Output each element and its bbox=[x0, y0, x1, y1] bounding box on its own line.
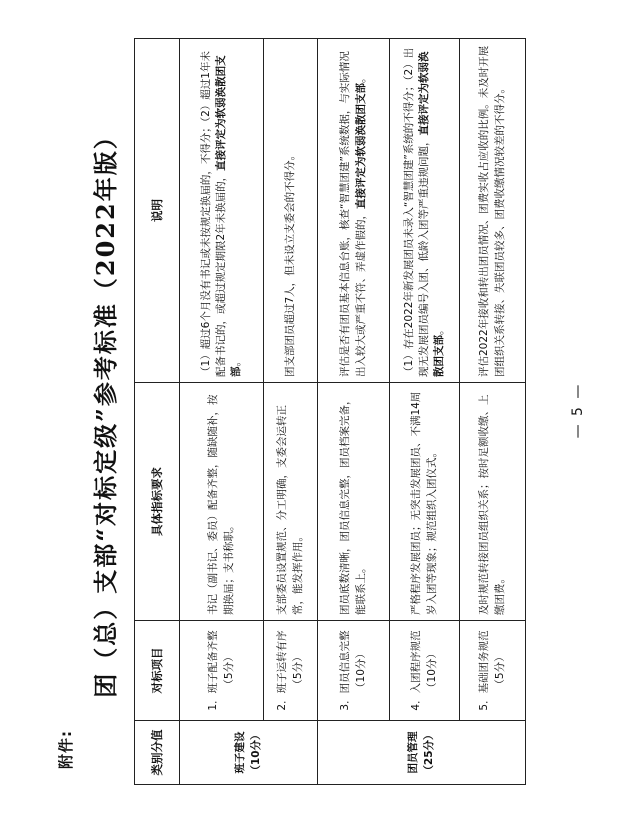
item-name: 5．基础团务规范 bbox=[478, 630, 491, 711]
description-emphasis: 直接评定为软弱涣散团支部 bbox=[214, 55, 243, 377]
description-end: 。 bbox=[230, 356, 243, 367]
header-item: 对标项目 bbox=[135, 621, 180, 721]
description-text: 团支部团员超过7人，但未设立支委会的不得分。 bbox=[283, 149, 296, 377]
page-number: — 5 — bbox=[570, 382, 586, 439]
description-end: 。 bbox=[433, 324, 446, 335]
description-text: 评估2022年接收和转出团员情况、团费实收占应收的比例。未及时开展团组织关系转接、失联团员较多、团费收缴情况较差的不得分。 bbox=[478, 45, 506, 377]
header-description: 说明 bbox=[135, 39, 180, 383]
standards-table bbox=[134, 38, 526, 785]
header-requirement: 具体指标要求 bbox=[135, 383, 180, 621]
requirement-cell: 及时规范转接团员组织关系；按时足额收缴、上缴团费。 bbox=[460, 383, 526, 621]
item-score: （10分） bbox=[354, 648, 367, 693]
category-score: （25分） bbox=[422, 729, 435, 776]
item-name: 4．入团程序规范 bbox=[410, 630, 423, 711]
item-score: （5分） bbox=[222, 651, 235, 690]
category-cell bbox=[318, 721, 526, 785]
description-text: （1）存在2022年新发展团员未录入“智慧团建”系统的不得分；（2）出现无发展团员编号入团、低龄入团等严重违规问题， bbox=[402, 47, 430, 377]
page-title: 团（总）支部“对标定级”参考标准（2022年版） bbox=[91, 123, 120, 698]
category-score: （10分） bbox=[249, 729, 262, 776]
table-row bbox=[264, 39, 318, 785]
description-cell bbox=[390, 39, 460, 383]
item-cell bbox=[460, 621, 526, 721]
item-name: 3．团员信息完整 bbox=[339, 630, 352, 711]
table-row bbox=[180, 39, 264, 785]
item-cell bbox=[180, 621, 264, 721]
item-score: （10分） bbox=[425, 648, 438, 693]
table-header-row bbox=[135, 39, 180, 785]
table-row bbox=[390, 39, 460, 785]
category-name: 团员管理 bbox=[407, 731, 420, 774]
description-cell bbox=[318, 39, 390, 383]
item-cell bbox=[390, 621, 460, 721]
category-cell bbox=[180, 721, 318, 785]
table-row bbox=[460, 39, 526, 785]
attachment-label: 附件: bbox=[57, 730, 75, 769]
description-cell bbox=[264, 39, 318, 383]
item-cell bbox=[318, 621, 390, 721]
requirement-cell: 团员底数清晰，团员信息完整，团员档案完备，能联系上。 bbox=[318, 383, 390, 621]
description-emphasis: 直接评定为软弱涣散团支部 bbox=[417, 51, 446, 377]
description-emphasis: 直接评定为软弱涣散团支部 bbox=[354, 83, 367, 209]
description-cell bbox=[460, 39, 526, 383]
item-name: 1．班子配备齐整 bbox=[207, 630, 220, 711]
requirement-cell: 严格程序发展团员；无突击发展团员、不满14周岁入团等现象；规范组织入团仪式。 bbox=[390, 383, 460, 621]
item-cell bbox=[264, 621, 318, 721]
description-cell bbox=[180, 39, 264, 383]
category-name: 班子建设 bbox=[234, 731, 247, 774]
item-score: （5分） bbox=[493, 651, 506, 690]
requirement-cell: 书记（副书记、委员）配备齐整，随缺随补，按期换届；支书称职。 bbox=[180, 383, 264, 621]
description-text: 评估是否有团员基本信息台账，核查“智慧团建”系统数据，与实际情况出入较大或严重不符、弄虚作假的， bbox=[339, 51, 367, 377]
header-category: 类别分值 bbox=[135, 721, 180, 785]
item-name: 2．班子运转有序 bbox=[276, 630, 289, 711]
table-row bbox=[318, 39, 390, 785]
requirement-cell: 支部委员设置规范、分工明确，支委会运转正常，能发挥作用。 bbox=[264, 383, 318, 621]
item-score: （5分） bbox=[291, 651, 304, 690]
description-text: （1）超过6个月没有书记或未按规定换届的，不得分；（2）超过1年未配备书记的，或超过规定期限2年未换届的， bbox=[199, 51, 227, 377]
description-end: 。 bbox=[354, 72, 367, 83]
